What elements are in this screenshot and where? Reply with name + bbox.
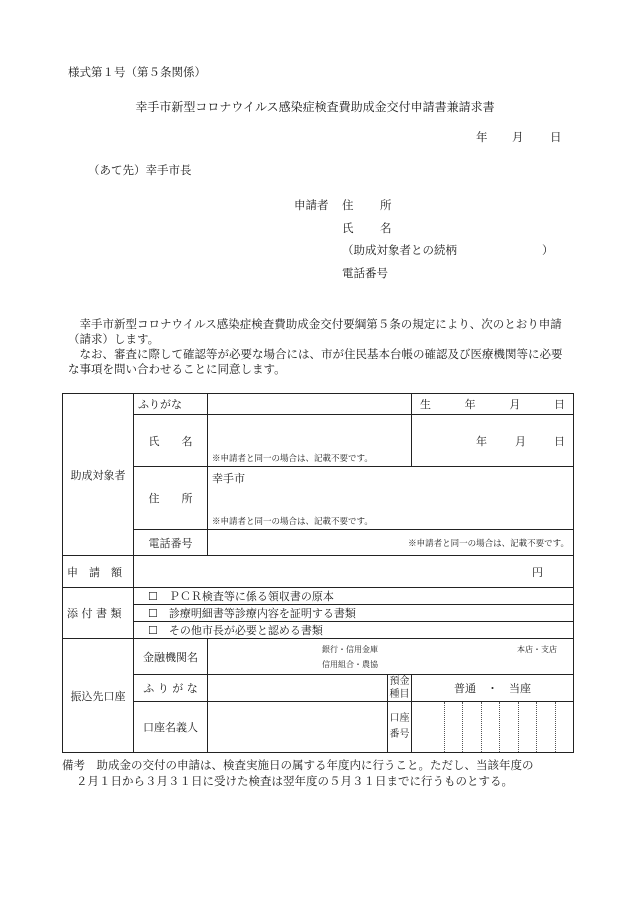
address-label: 住 所: [134, 467, 208, 530]
address-field[interactable]: [208, 467, 574, 530]
birth-year-label: 年: [464, 398, 476, 411]
addressee: （あて先）幸手市長: [88, 163, 192, 177]
birth-month-label: 月: [509, 398, 521, 411]
applicant-address-label-a: 住: [342, 198, 354, 212]
amount-field[interactable]: [134, 556, 574, 588]
bank-label: 金融機関名: [134, 639, 208, 675]
remarks-line-2: ２月１日から３月３１日に受けた検査は翌年度の５月３１日までに行うものとする。: [76, 774, 513, 788]
account-number-label: 口座番号: [388, 702, 412, 753]
applicant-relation-label: （助成対象者との続柄: [342, 243, 457, 257]
transfer-account-label: 振込先口座: [63, 639, 134, 753]
name-same-note: ※申請者と同一の場合は、記載不要です。: [212, 454, 373, 464]
body-paragraph-1: 幸手市新型コロナウイルス感染症検査費助成金交付要綱第５条の規定により、次のとおり申請（請求）します。: [68, 317, 562, 346]
amount-unit: 円: [532, 565, 543, 579]
attachment-item-3[interactable]: ☐ その他市長が必要と認める書類: [134, 622, 574, 639]
birthdate-field[interactable]: [412, 394, 574, 415]
bank-types-2: 信用組合・農協: [322, 659, 378, 669]
amount-label: 申 請 額: [63, 556, 134, 588]
applicant-relation-close: ）: [542, 243, 554, 257]
deposit-type-label: 預金種目: [389, 676, 410, 700]
form-number: 様式第１号（第５条関係）: [68, 65, 206, 79]
furigana2-label: ふ り が な: [134, 675, 208, 702]
body-text: [68, 317, 568, 377]
account-digit-boxes: [412, 702, 573, 752]
address-same-note: ※申請者と同一の場合は、記載不要です。: [212, 516, 373, 527]
attachment-item-2[interactable]: ☐ 診療明細書等診療内容を証明する書類: [134, 605, 574, 622]
bank-field[interactable]: [208, 639, 574, 675]
applicant-label: 申請者: [294, 198, 329, 212]
applicant-name-label-b: 名: [380, 221, 392, 235]
body-paragraph-2: なお、審査に際して確認等が必要な場合には、市が住民基本台帳の確認及び医療機関等に必要な事項を問い合わせることに同意します。: [68, 347, 563, 376]
applicant-address-label-b: 所: [380, 198, 392, 212]
phone-label: 電話番号: [134, 530, 208, 556]
name-day-label: 日: [554, 434, 565, 448]
account-number-field[interactable]: [412, 702, 574, 753]
applicant-phone-label: 電話番号: [342, 266, 388, 280]
furigana-label: ふりがな: [134, 394, 208, 415]
remarks-line-1: 備考 助成金の交付の申請は、検査実施日の属する年度内に行うこと。ただし、当該年度の: [62, 758, 534, 772]
birth-sei-label: 生: [420, 398, 431, 411]
applicant-name-label-a: 氏: [342, 221, 354, 235]
birth-day-label: 日: [553, 398, 565, 411]
name-date-field[interactable]: [412, 415, 574, 467]
holder-furigana-field[interactable]: [208, 675, 388, 702]
attachments-label: 添 付 書 類: [63, 588, 134, 639]
phone-field[interactable]: [208, 530, 574, 556]
name-field[interactable]: [208, 415, 412, 467]
name-month-label: 月: [515, 434, 526, 448]
name-label: 氏 名: [134, 415, 208, 467]
bank-types-1: 銀行・信用金庫: [322, 644, 378, 654]
holder-label: 口座名義人: [134, 702, 208, 753]
name-year-label: 年: [476, 434, 487, 448]
deposit-type-field[interactable]: 普通 ・ 当座: [412, 675, 574, 702]
date-month-label: 月: [512, 130, 524, 144]
document-title: 幸手市新型コロナウイルス感染症検査費助成金交付申請書兼請求書: [135, 100, 495, 114]
attachment-item-1[interactable]: ☐ ＰＣＲ検査等に係る領収書の原本: [134, 588, 574, 605]
date-day-label: 日: [550, 130, 562, 144]
subject-label: 助成対象者: [63, 394, 134, 556]
application-form-table: [62, 393, 574, 753]
remarks: [62, 757, 577, 789]
holder-field[interactable]: [208, 702, 388, 753]
date-year-label: 年: [476, 130, 488, 144]
branch-types: 本店・支店: [517, 644, 557, 654]
address-value: 幸手市: [212, 471, 245, 485]
furigana-field[interactable]: [208, 394, 412, 415]
phone-same-note: ※申請者と同一の場合は、記載不要です。: [408, 539, 569, 549]
